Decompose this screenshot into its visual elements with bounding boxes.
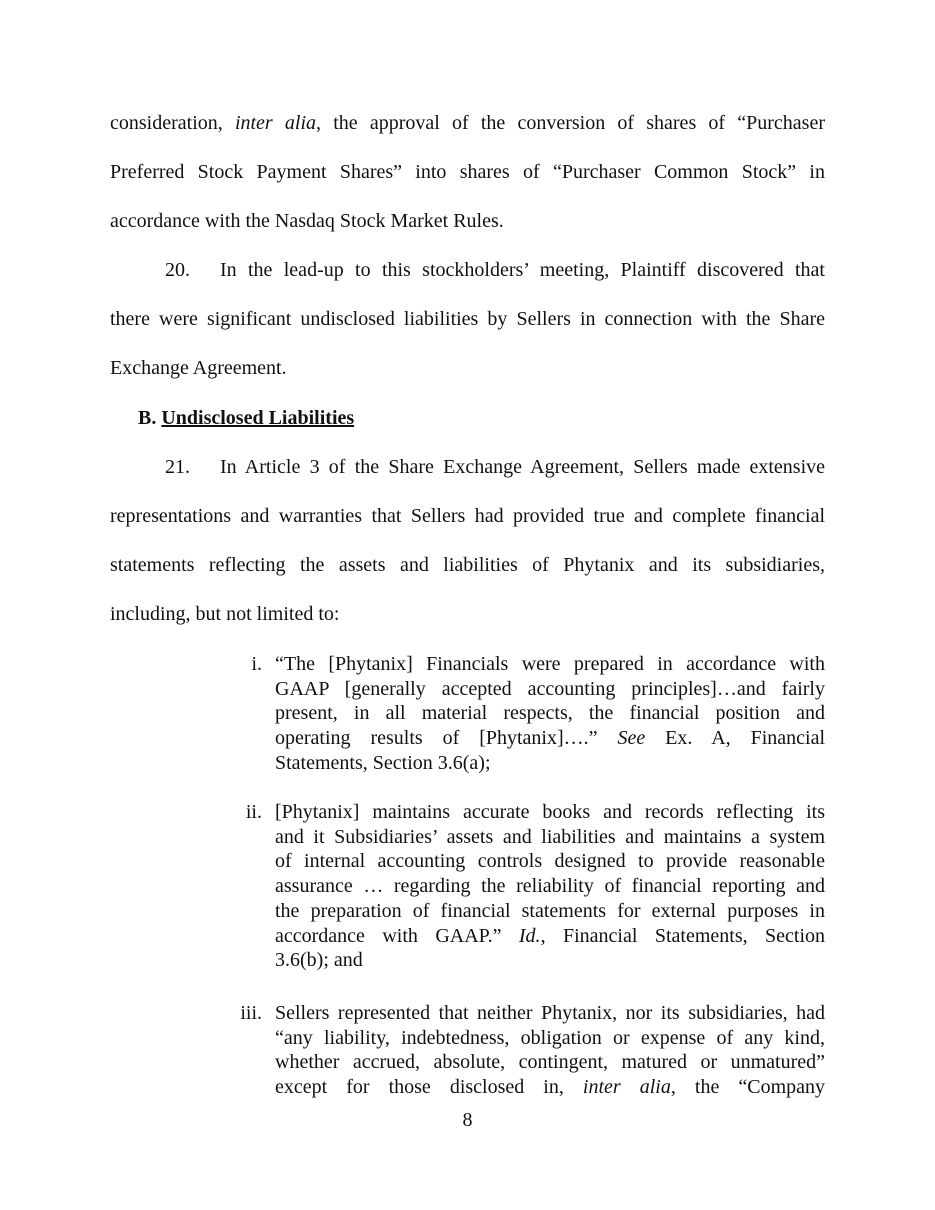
paragraph-line: consideration, inter alia, the approval of the conversion of shares of “Purchaser	[110, 112, 825, 134]
paragraph-continuation	[110, 99, 825, 246]
paragraph-line: there were significant undisclosed liabilities by Sellers in connection with the Share	[110, 308, 825, 330]
italic-signal: Id.	[518, 924, 541, 947]
paragraph-line: including, but not limited to:	[110, 603, 340, 625]
list-item	[230, 1001, 825, 1100]
list-marker: ii.	[245, 801, 262, 823]
paragraph-21	[110, 443, 825, 639]
list-marker: iii.	[240, 1002, 262, 1024]
list-item-text: Sellers represented that neither Phytanix, nor its subsidiaries, had “any liability, indebtedness, obligation or expense of any kind, whether accrued, absolute, contingent, matured or unmatured” except for those disclosed in, inter alia, the “Company	[275, 1002, 826, 1099]
italic-signal: See	[617, 727, 646, 750]
list-item-text: [Phytanix] maintains accurate books and records reflecting its and it Subsidiaries’ assets and liabilities and maintains a system of internal accounting controls designed to provide reasonable assurance … regarding the reliability of financial reporting and the preparation of financial statements for external purposes in accordance with GAAP.” Id., Financial Statements, Section 3.6(b); and	[275, 801, 826, 972]
paragraph-number: 21.	[165, 456, 190, 478]
paragraph-number: 20.	[165, 259, 190, 281]
italic-phrase: inter alia	[582, 1076, 671, 1099]
section-title: Undisclosed Liabilities	[161, 407, 355, 429]
paragraph-line: accordance with the Nasdaq Stock Market Rules.	[110, 210, 504, 232]
italic-phrase: inter alia	[234, 112, 317, 134]
list-item	[230, 652, 825, 776]
paragraph-20	[110, 246, 825, 393]
list-item	[230, 800, 825, 973]
page-number: 8	[462, 1109, 473, 1131]
paragraph-line: statements reflecting the assets and liabilities of Phytanix and its subsidiaries,	[110, 554, 825, 576]
paragraph-line: Exchange Agreement.	[110, 357, 287, 379]
paragraph-line: representations and warranties that Sellers had provided true and complete financial	[110, 505, 825, 527]
paragraph-line: 20. In the lead-up to this stockholders’ meeting, Plaintiff discovered that	[110, 246, 825, 295]
paragraph-line: Preferred Stock Payment Shares” into shares of “Purchaser Common Stock” in	[110, 161, 825, 183]
list-item-text: “The [Phytanix] Financials were prepared in accordance with GAAP [generally accepted accounting principles]…and fairly present, in all material respects, the financial position and operating results of [Phytanix]….” See Ex. A, Financial Statements, Section 3.6(a);	[275, 653, 826, 774]
paragraph-line: 21. In Article 3 of the Share Exchange Agreement, Sellers made extensive	[110, 443, 825, 492]
section-heading	[138, 400, 354, 436]
section-letter: B.	[138, 407, 157, 429]
list-marker: i.	[251, 653, 262, 675]
